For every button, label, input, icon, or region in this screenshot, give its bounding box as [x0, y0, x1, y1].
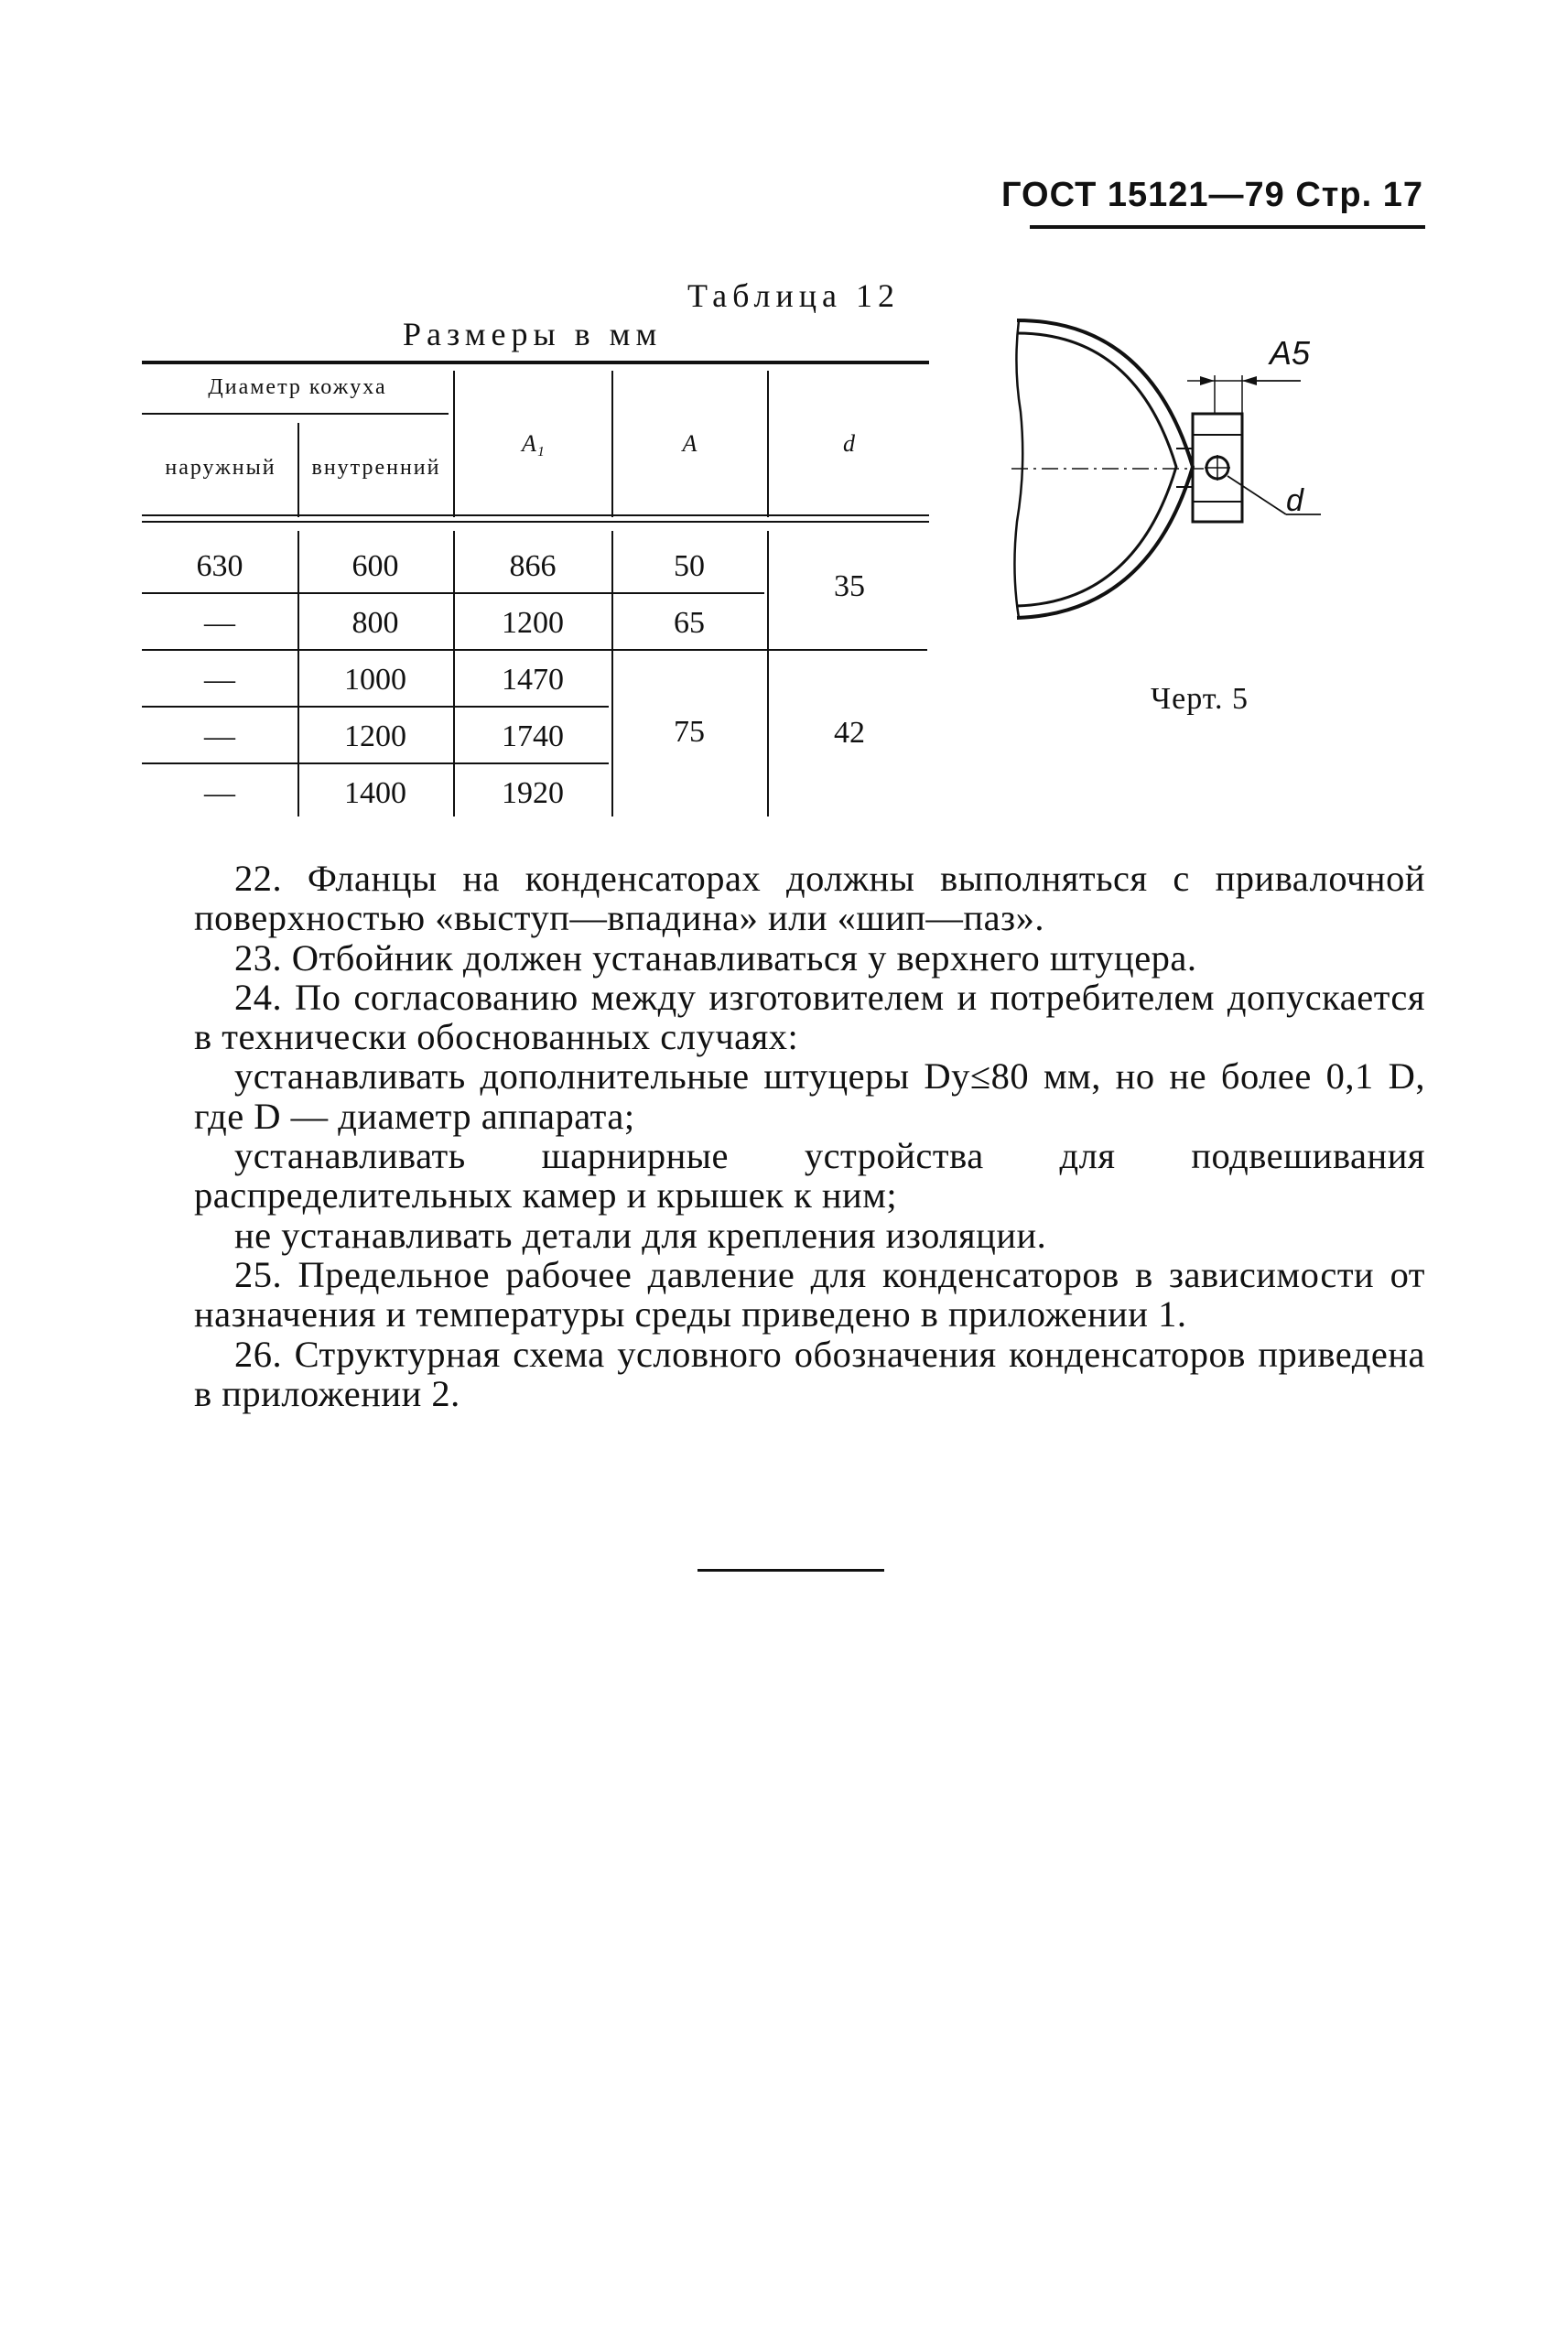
header-bottom-rule-2: [142, 521, 929, 523]
figure-caption: Черт. 5: [1151, 682, 1249, 716]
header-a: A: [682, 430, 697, 457]
paragraph-25: 25. Предельное рабочее давление для конденсаторов в зависимости от назначения и температуры среды приведено в приложении 1.: [194, 1253, 1425, 1336]
paragraph-24-item-2: устанавливать шарнирные устройства для подвешивания распределительных камер и крышек к ним;: [194, 1135, 1425, 1217]
paragraph-24-item-1: устанавливать дополнительные штуцеры Dy≤80 мм, но не более 0,1 D, где D — диаметр аппарата;: [194, 1055, 1425, 1137]
row-rule-3: [142, 706, 609, 708]
row-rule-4: [142, 762, 609, 764]
label-d: d: [1286, 483, 1303, 518]
cell-inner: 1200: [344, 719, 406, 753]
cell-outer: —: [204, 606, 235, 640]
row-rule-2: [142, 649, 927, 651]
cell-d: 42: [834, 716, 865, 750]
body-text: [194, 859, 1425, 1413]
row-rule-1: [142, 592, 764, 594]
cell-a: 75: [674, 715, 705, 749]
paragraph-22: 22. Фланцы на конденсаторах должны выполняться с привалочной поверхностью «выступ—впадина» или «шип—паз».: [194, 858, 1425, 939]
header-bottom-rule-1: [142, 514, 929, 516]
cell-outer: —: [204, 719, 235, 753]
paragraph-23: 23. Отбойник должен устанавливаться у верхнего штуцера.: [234, 936, 1197, 979]
col-rule-body-3: [611, 531, 613, 816]
cell-outer: 630: [196, 549, 243, 583]
dim-arrow: [1242, 376, 1257, 385]
table-units: Размеры в мм: [403, 316, 663, 352]
header-outer: наружный: [165, 456, 276, 480]
cell-outer: —: [204, 776, 235, 810]
col-rule-body-4: [767, 531, 769, 816]
paragraph-24-item-3: не устанавливать детали для крепления изоляции.: [234, 1214, 1047, 1256]
flange-drawing: [1011, 311, 1396, 659]
paragraph-26: 26. Структурная схема условного обозначения конденсаторов приведена в приложении 2.: [194, 1333, 1425, 1414]
table-caption: Таблица 12: [687, 277, 900, 314]
end-rule: [697, 1569, 884, 1572]
cell-a: 65: [674, 606, 705, 640]
header-shell-diameter: Диаметр кожуха: [208, 375, 387, 399]
cell-inner: 600: [351, 549, 399, 583]
header-rule: [1030, 225, 1425, 229]
cell-inner: 800: [351, 606, 399, 640]
cell-a1: 1920: [502, 776, 564, 810]
cell-d: 35: [834, 569, 865, 603]
table-top-rule: [142, 361, 929, 364]
cell-a1: 866: [509, 549, 557, 583]
col-rule-body-1: [297, 531, 299, 816]
cell-outer: —: [204, 663, 235, 697]
d-leader: [1227, 476, 1286, 514]
shell-inner-arc: [1017, 333, 1176, 606]
group-header-rule: [142, 413, 449, 415]
dim-arrow: [1200, 376, 1215, 385]
cell-a1: 1200: [502, 606, 564, 640]
cell-inner: 1000: [344, 663, 406, 697]
paragraph-24: 24. По согласованию между изготовителем и потребителем допускается в технически обоснованных случаях:: [194, 976, 1425, 1058]
page-header: ГОСТ 15121—79 Стр. 17: [1000, 176, 1423, 214]
cell-a1: 1740: [502, 719, 564, 753]
header-inner: внутренний: [311, 456, 441, 480]
header-a1: A₁: [522, 430, 545, 457]
label-a5: A5: [1270, 334, 1311, 372]
col-rule-body-2: [453, 531, 455, 816]
cell-a: 50: [674, 549, 705, 583]
cell-a1: 1470: [502, 663, 564, 697]
cell-inner: 1400: [344, 776, 406, 810]
header-d: d: [843, 430, 855, 457]
